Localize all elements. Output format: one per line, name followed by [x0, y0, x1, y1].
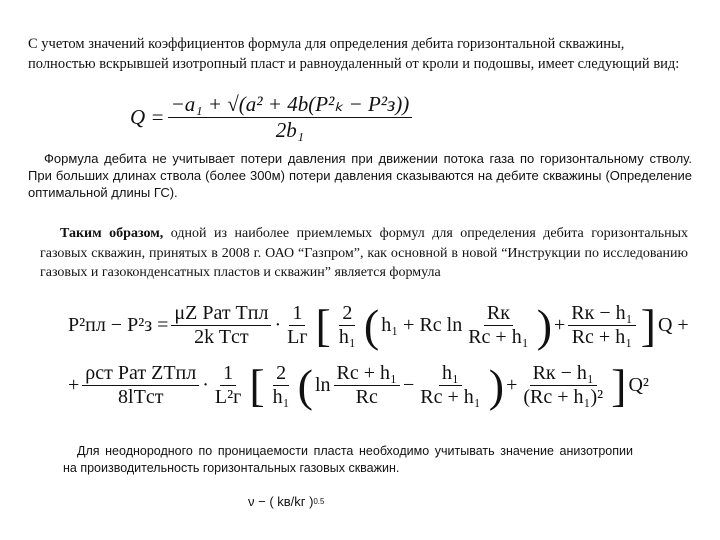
- frac-den: L²г: [214, 386, 242, 408]
- formula-denominator: 2b₁: [275, 118, 305, 142]
- flow-rate-formula: [130, 92, 415, 143]
- frac-den: Rс + h₁: [420, 386, 481, 408]
- formula-tail: Q +: [657, 314, 689, 336]
- frac-num: 2: [339, 302, 355, 326]
- frac-num: Rк − h₁: [568, 302, 635, 326]
- frac-num: Rс + h₁: [334, 362, 400, 386]
- frac-den: h₁: [338, 326, 356, 348]
- frac-num: Rк − h₁: [530, 362, 597, 386]
- frac-num: 1: [220, 362, 236, 386]
- formula-text: ν − ( kв/kг ): [248, 494, 314, 509]
- frac-den: 2k Tст: [194, 326, 249, 348]
- formula-term: h₁ + Rс ln: [381, 314, 463, 336]
- anisotropy-formula: [248, 494, 324, 509]
- formula-tail: Q²: [628, 374, 649, 396]
- frac-num: 1: [289, 302, 305, 326]
- frac-den: h₁: [272, 386, 290, 408]
- frac-den: Rс: [355, 386, 378, 408]
- gazprom-formula-line2: + $\frac{\text{ρст Pат ZTпл}}{\text{8lTст}}$ · $\frac{1}{\text{L²г}}$ [ $\frac{2}{\text{h₁}}$ ( ln $\frac{\text{Rс + h₁}}{Rс}$ − $\frac{\text{h₁}}{\text{Rс + h₁}}$ ) + $\frac{\text{Rк − h₁}}{\text{(Rс + h₁)²}}$ ] Q²: [68, 359, 649, 411]
- frac-num: Rк: [484, 302, 513, 326]
- gazprom-formula-line1: P²пл − P²з = $\frac{\text{μZ Pат Tпл}}{\text{2k Tст}}$ · $\frac{1}{Lг}$ [ $\frac{2}{\text{h₁}}$ ( h₁ + Rс ln $\frac{Rк}{\text{Rс + h₁}}$ ) + $\frac{\text{Rк − h₁}}{\text{Rс + h₁}}$ ] Q +: [68, 299, 689, 351]
- formula-lhs: P²пл − P²з =: [68, 314, 169, 336]
- gazprom-paragraph: [40, 224, 688, 283]
- frac-den: Lг: [287, 326, 308, 348]
- frac-den: Rс + h₁: [571, 326, 633, 348]
- frac-den: (Rс + h₁)²: [523, 386, 604, 408]
- formula-term: ln: [314, 374, 331, 396]
- formula-lhs: Q =: [130, 105, 165, 129]
- frac-num: h₁: [439, 362, 462, 386]
- frac-den: Rс + h₁: [468, 326, 529, 348]
- pressure-loss-paragraph: Формула дебита не учитывает потери давления при движении потока газа по горизонтальному стволу. При больших длинах ствола (более 300м) потери давления сказываются на дебите скважины (Определение оптимальной длины ГС).: [28, 151, 692, 200]
- frac-num: 2: [273, 362, 289, 386]
- paragraph-text: одной из наиболее приемлемых формул для определения дебита горизонтальных газовых скважин, принятых в 2008 г. ОАО “Газпром”, как основной в новой “Инструкции по исследованию газовых и газоконденсатных пластов и скважин” является формула: [40, 226, 688, 280]
- intro-paragraph: С учетом значений коэффициентов формула для определения дебита горизонтальной скважины, полностью вскрывшей изотропный пласт и равноудаленный от кроли и подошвы, имеет следующий вид:: [28, 36, 680, 72]
- anisotropy-paragraph: Для неоднородного по проницаемости пласта необходимо учитывать значение анизотропии на производительность горизонтальных газовых скважин.: [63, 444, 633, 475]
- formula-lead: +: [68, 374, 80, 396]
- lead-phrase: Таким образом,: [60, 226, 164, 241]
- frac-den: 8lTст: [118, 386, 164, 408]
- frac-num: ρст Pат ZTпл: [82, 362, 199, 386]
- formula-numerator: −a₁ + √(a² + 4b(P²ₖ − P²з)): [168, 92, 413, 118]
- frac-num: μZ Pат Tпл: [171, 302, 271, 326]
- formula-exponent: 0.5: [313, 497, 325, 506]
